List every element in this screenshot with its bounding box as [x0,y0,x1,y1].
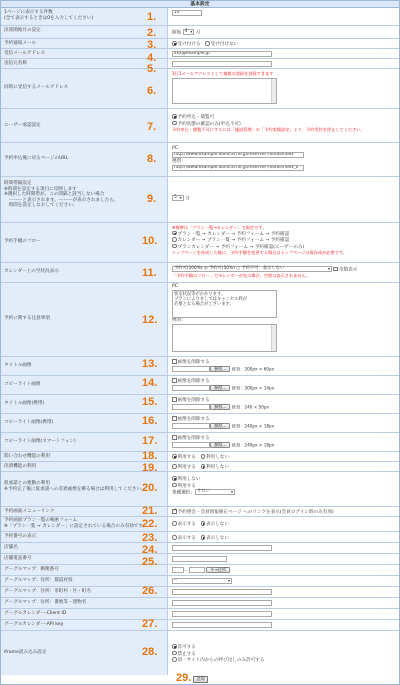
row-label: グーグルカレンダー-API key [4,622,64,627]
row-label: 店舗名 [4,545,18,550]
step-marker: 28. [142,646,158,658]
delete-image-checkbox[interactable] [172,378,177,383]
row-booking-flow: 予約手順のフロー ※標準は「プラン一覧→カレンダー」で固定です。 プラン一覧 → カレンダー → 予約フォーム → 予約確認 カレンダー → プラン一覧 → 予約フォーム → 予約確認 プランカレンダー → 予約フォーム → 予約確認(ユーザーのみ) トップページを作成した後に、予約手順を変更する場合はトップページの再作成が必要です。 [1,223,399,263]
return-url-pc-input[interactable]: http://www.example.admiral.ne.jp/reserve/?/hotel/index [172,152,304,158]
row-label: グーグルカレンダー-Client ID [4,611,67,616]
file-path-input[interactable] [172,423,210,429]
notes-pc-textarea[interactable]: 客室状況等がかかります。 プランによりましてはキャンセル料が 必要となる場合がございます。 [172,290,277,318]
items-per-page-input[interactable]: 10 [172,10,202,16]
notify-accept-radio[interactable] [172,41,177,46]
step-marker: 2. [147,27,157,39]
street-input[interactable] [172,600,272,606]
step-marker: 24. [142,544,158,556]
row-label: コピーライト画像 [4,382,41,387]
row-label: 時間帯隔設定 ※時間を設定する項目に反映します ※選択した時間帯が、この間隔と該当しない場合 ーーーと表示されます。ーーーが表示されましたら、 時間を設定しなおしてください。 [4,181,119,209]
row-label: カレンダー上の空状況表示 [4,269,59,274]
step-marker: 15. [142,396,158,408]
step-marker: 13. [142,358,158,370]
row-calendar-api-key [1,620,399,631]
cc-mail-note: 1行1メールアドレスとして複数の登録を登録できます [172,71,274,76]
integration-on-radio[interactable] [172,483,177,488]
step-marker: 20. [142,482,158,494]
row-copyright-image-mobile: コピーライト画像(携帯) 画像を削除する 参照... 推奨：240px × 18px [1,414,399,433]
notify-reject-radio[interactable] [205,41,210,46]
business-type-select[interactable]: サロン ▾ [195,489,235,495]
zip-first-input[interactable] [172,567,184,573]
payment-off-radio[interactable] [201,464,206,469]
row-label: 1ページに表示する件数 (全て表示するときは0を入力してください) [4,10,94,21]
row-label: タイトル画像 [4,363,32,368]
return-url-mobile-input[interactable]: http://www.example.admiral.ne.jp/reserve/?/hotel/index_k [172,165,304,171]
step-marker: 21. [142,505,158,517]
row-menu-link: 予約画面メニューリンク ✓ 予約照会・会員情報修正ページ へのリンクを表示(会員ログイン時のみ有効) [1,507,399,517]
step-marker: 14. [142,377,158,389]
delete-image-checkbox[interactable] [172,359,177,364]
row-label: タイトル画像(携帯) [4,401,45,406]
sender-name-input[interactable] [172,61,272,67]
file-path-input[interactable] [172,404,210,410]
inquiry-on-radio[interactable] [172,454,177,459]
row-label: 仮承諾との連動の利用 ※予約完了後に仮承諾への差異画像を飾る場合は利用してください。 [4,481,146,492]
notes-mobile-textarea[interactable] [172,324,277,352]
row-label: 予約番号の表示 [4,534,37,539]
row-fiscal-month: 決算開始月の設定 開始 4 ▾ 月 [1,26,399,39]
delete-image-checkbox[interactable] [172,435,177,440]
shop-phone-input[interactable] [172,556,227,562]
row-shop-name [1,543,399,554]
step-marker: 23. [142,532,158,544]
row-user-approval: ユーザー承認設定 予約申込・閲覧可 予約状態の確認のみ(申込不可) 予約申込・閲覧不可にするには「施設管理」の「予約実績設定」より、予約受付を停止してください。 [1,109,399,143]
row-label: コピーライト画像(スマートフォン) [4,439,76,444]
step-marker: 11. [142,267,157,279]
row-label: 送信元名称 [4,61,27,66]
row-label: 決済機能の利用 [4,464,37,469]
row-map-zip: グーグルマップ：郵便番号 - 〒→住所 [1,565,399,576]
row-calendar-client-id [1,609,399,620]
time-interval-select[interactable]: 5 ▾ [172,195,184,201]
step-marker: 5. [147,63,157,75]
step-marker: 6. [147,85,157,97]
receive-mail-input[interactable]: xxx@example.jp [172,51,272,57]
step-marker: 1. [147,11,157,23]
fiscal-month-select[interactable]: 4 ▾ [183,29,195,35]
iframe-deny-radio[interactable] [172,651,177,656]
step-marker: 9. [147,193,157,205]
row-map-city [1,587,399,598]
row-booking-number: 予約番号の表示 表示する 表示しない [1,532,399,543]
row-notify-mail: 予約通知メール 受け付ける 受け付けない [1,39,399,49]
approval-note: 予約申込・閲覧不可にするには「施設管理」の「予約実績設定」より、予約受付を停止してください。 [172,127,365,133]
row-integration: 仮承諾との連動の利用 ※予約完了後に仮承諾への差異画像を飾る場合は利用してください。 利用しない 利用する 業種選択： サロン ▾ [1,472,399,507]
register-button[interactable]: 登録 [193,676,208,683]
row-availability-display: カレンダー上の空状況表示 予約可(100%) ◎ 予約可(50%) ○ 予約不可：表示しない ▾ 全数表示 「予約手順のフロー」でカレンダーが先の場合、空席は表示されません。 [1,263,399,283]
row-label: 予約画面プラン一覧の検索フォーム ※「プラン一覧 → カレンダー」に設定されている場合のみ有効です。 [4,518,148,529]
row-label: 受信メールアドレス [4,51,46,56]
row-title-image-mobile: タイトル画像(携帯) 画像を削除する 参照... 推奨：240 × 50px [1,395,399,414]
row-shop-phone [1,554,399,565]
zip-second-input[interactable] [189,567,205,573]
row-label: 同時に受信するメールアドレス [4,85,69,90]
api-key-input[interactable] [172,622,272,628]
row-search-form: 予約画面プラン一覧の検索フォーム ※「プラン一覧 → カレンダー」に設定されている場合のみ有効です。 表示する 表示しない [1,517,399,532]
row-label: グーグルマップ：住所：番地等・建物名 [4,600,87,605]
row-label: ユーザー承認設定 [4,123,41,128]
row-copyright-image: コピーライト画像 画像を削除する 参照... 推奨：300px × 14px [1,376,399,395]
row-label: グーグルマップ：住所：市町村・区・町名 [4,589,91,594]
browse-button[interactable]: 参照... [210,423,230,429]
row-return-url: 予約申込後に戻るページのURL PC： http://www.example.admiral.ne.jp/reserve/?/hotel/index 携帯： http://www.example.admiral.ne.jp/reserve/?/hotel/index_k [1,143,399,177]
browse-button[interactable]: 参照... [210,404,230,410]
booking-number-hide-radio[interactable] [201,535,206,540]
row-booking-notes: 予約に関する注意事項 PC： 客室状況等がかかります。 プランによりましてはキャンセル料が 必要となる場合がございます。 携帯： [1,283,399,357]
booking-number-show-radio[interactable] [172,535,177,540]
step-marker: 29. [176,672,192,684]
step-marker: 7. [147,121,157,133]
step-marker: 22. [142,518,158,530]
step-marker: 4. [147,52,157,64]
flow-calendar-first-radio[interactable] [172,237,177,242]
menu-link-checkbox[interactable] [172,509,177,514]
step-marker: 18. [142,450,158,462]
step-marker: 19. [142,462,158,474]
row-cc-mail [1,69,399,109]
row-label: グーグルマップ：郵便番号 [4,567,59,572]
row-time-interval: 時間帯隔設定 ※時間を設定する項目に反映します ※選択した時間帯が、この間隔と該当しない場合 ーーーと表示されます。ーーーが表示されましたら、 時間を設定しなおしてください。 5 ▾ 分 [1,177,399,223]
search-form-show-radio[interactable] [172,521,177,526]
row-label: 問い合わせ機能の利用 [4,454,50,459]
row-inquiry: 問い合わせ機能の利用 利用する 利用しない [1,452,399,462]
row-label: 店舗電話番号 [4,556,32,561]
step-marker: 3. [147,39,157,51]
file-path-input[interactable] [172,366,210,372]
scrollbar[interactable] [271,325,276,351]
browse-button[interactable]: 参照... [210,442,230,448]
integration-off-radio[interactable] [172,476,177,481]
step-marker: 12. [142,314,158,326]
row-sender-name [1,59,399,69]
scrollbar[interactable] [271,79,276,103]
flow-plan-calendar-radio[interactable] [172,244,177,249]
approval-full-radio[interactable] [172,114,177,119]
row-receive-mail [1,49,399,59]
browse-button[interactable]: 参照... [210,366,230,372]
row-label: 予約に関する注意事項 [4,316,50,321]
row-title-image: タイトル画像 画像を削除する 参照... 推奨：300px × 60px [1,357,399,376]
row-label: コピーライト画像(携帯) [4,420,54,425]
row-label: 予約画面メニューリンク [4,509,55,514]
flow-plan-first-radio[interactable] [172,231,177,236]
availability-select[interactable]: 予約可(100%) ◎ 予約可(50%) ○ 予約不可：表示しない ▾ [172,266,332,272]
row-copyright-image-smartphone: コピーライト画像(スマートフォン) 画像を削除する 参照... 推奨：240px × 18px [1,433,399,452]
zip-lookup-button[interactable]: 〒→住所 [206,567,230,573]
iframe-same-site-radio[interactable] [172,657,177,662]
row-label: iframe読み込み設定 [4,650,47,655]
shop-name-input[interactable] [172,545,272,551]
step-marker: 26. [142,585,158,597]
row-items-per-page [1,8,399,26]
delete-image-checkbox[interactable] [172,397,177,402]
browse-button[interactable]: 参照... [210,385,230,391]
file-path-input[interactable] [172,442,210,448]
approval-view-only-radio[interactable] [172,121,177,126]
row-iframe: iframe読み込み設定 許可する 禁止する 同一サイト内からの呼び出しのみ許可する [1,631,399,675]
row-label: 予約通知メール [4,41,37,46]
step-marker: 10. [142,235,158,247]
step-marker: 27. [142,618,158,630]
page-title: 基本設定 [1,1,399,8]
file-path-input[interactable] [172,385,210,391]
client-id-input[interactable] [172,611,272,617]
row-payment: 決済機能の利用 利用する 利用しない [1,462,399,472]
cc-mail-textarea[interactable] [172,78,277,104]
inquiry-off-radio[interactable] [201,454,206,459]
delete-image-checkbox[interactable] [172,416,177,421]
row-label: グーグルマップ：住所：都道府県 [4,578,73,583]
payment-on-radio[interactable] [172,464,177,469]
step-marker: 17. [142,435,158,447]
prefecture-select[interactable]: -- ▾ [172,578,232,584]
row-map-prefecture [1,576,399,587]
step-marker: 16. [142,415,158,427]
iframe-allow-radio[interactable] [172,644,177,649]
step-marker: 8. [147,153,157,165]
step-marker: 25. [142,556,158,568]
show-all-checkbox[interactable] [333,267,338,272]
row-label: 決算開始月の設定 [4,28,41,33]
city-input[interactable] [172,589,272,595]
search-form-hide-radio[interactable] [201,521,206,526]
row-label: 予約手順のフロー [4,239,41,244]
row-map-street [1,598,399,609]
row-label: 予約申込後に戻るページのURL [4,156,69,161]
